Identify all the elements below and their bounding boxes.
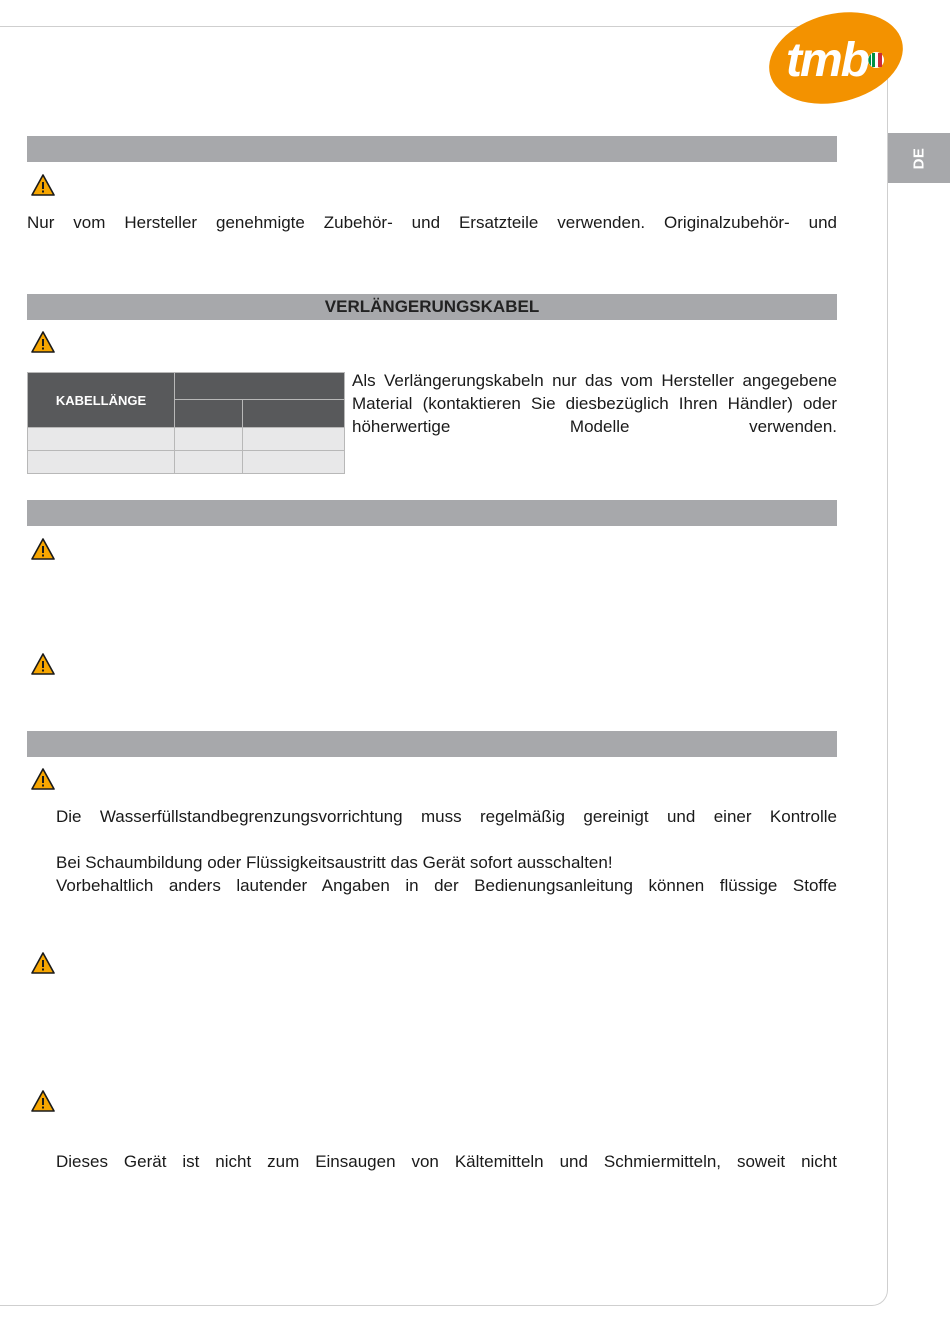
table-row [28, 451, 345, 474]
extension-cable-paragraph: Als Verlängerungskabeln nur das vom Hersteller angegebene Material (kontaktieren Sie diesbezüglich Ihren Händler) oder höherwertige Modelle verwenden. [352, 371, 837, 436]
warning-icon [31, 331, 55, 353]
language-tab [888, 133, 950, 183]
section-bar-extension-cable [27, 294, 837, 320]
parts-paragraph: Nur vom Hersteller genehmigte Zubehör- und Ersatzteile verwenden. Originalzubehör- und [27, 213, 837, 232]
cable-length-table [27, 372, 345, 474]
water-level-paragraph: Die Wasserfüllstandbegrenzungsvorrichtung muss regelmäßig gereinigt und einer Kontrolle [56, 807, 837, 826]
table-cell [28, 451, 175, 474]
table-cell [243, 428, 345, 451]
table-header-cell [175, 373, 345, 400]
warning-icon [31, 768, 55, 790]
warning-icon [31, 952, 55, 974]
warning-icon [31, 174, 55, 196]
table-header-cell [175, 400, 243, 428]
foam-paragraph: Bei Schaumbildung oder Flüssigkeitsaustritt das Gerät sofort ausschalten! [56, 853, 613, 872]
cable-length-header: KABELLÄNGE [28, 373, 175, 428]
section-bar-3 [27, 500, 837, 526]
svg-text:tmb: tmb [786, 34, 868, 87]
table-cell [175, 428, 243, 451]
table-row [28, 428, 345, 451]
table-cell [175, 451, 243, 474]
table-cell [28, 428, 175, 451]
section-bar-1 [27, 136, 837, 162]
table-cell [243, 451, 345, 474]
section-heading: VERLÄNGERUNGSKABEL [324, 297, 540, 316]
warning-icon [31, 653, 55, 675]
liquids-paragraph: Vorbehaltlich anders lautender Angaben in der Bedienungsanleitung können flüssige Stoffe [56, 876, 837, 895]
language-label: DE [910, 147, 928, 169]
table-header-cell [243, 400, 345, 428]
section-bar-4 [27, 731, 837, 757]
refrigerants-paragraph: Dieses Gerät ist nicht zum Einsaugen von Kältemitteln und Schmiermitteln, soweit nicht [56, 1152, 837, 1171]
warning-icon [31, 1090, 55, 1112]
tmb-logo [768, 4, 908, 108]
warning-icon [31, 538, 55, 560]
